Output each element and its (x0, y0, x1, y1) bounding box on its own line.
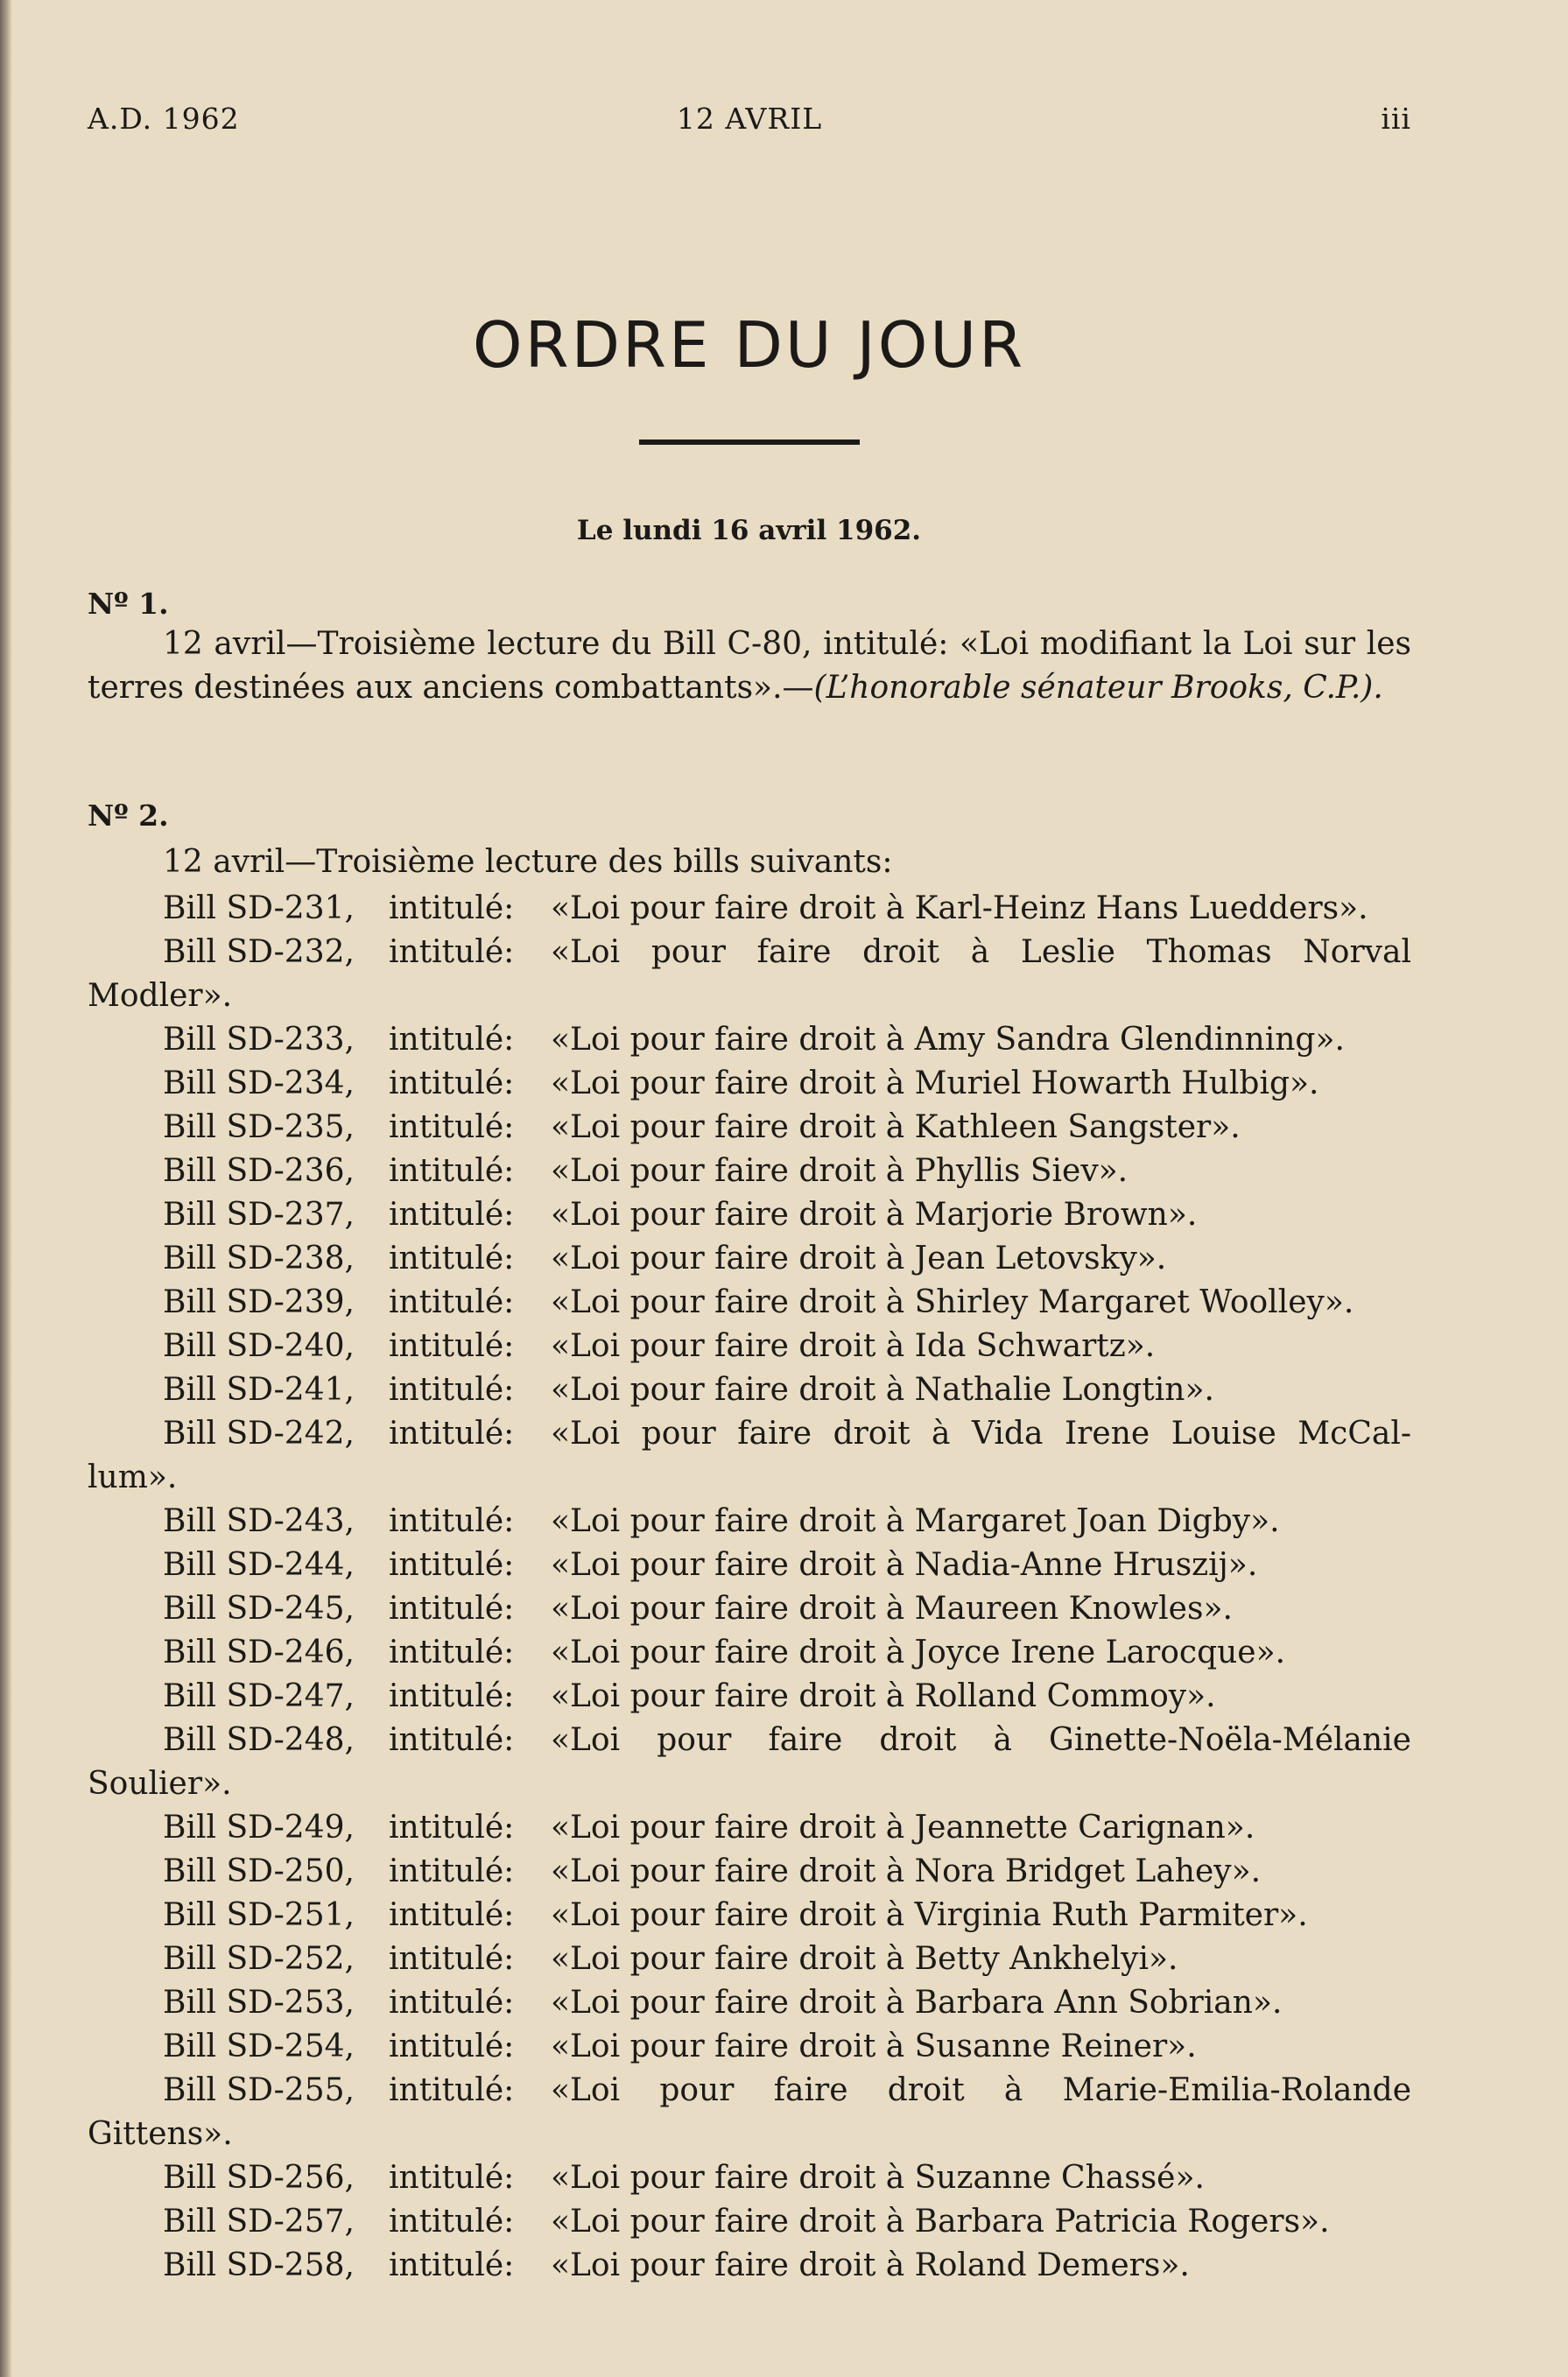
bill-intitule-label: intitulé: (389, 1109, 515, 1145)
bill-intitule-label: intitulé: (389, 1853, 515, 1889)
bill-title: «Loi pour faire droit à Barbara Patricia Rogers». (551, 2204, 1330, 2240)
bill-intitule-label: intitulé: (389, 1897, 515, 1933)
bill-title: «Loi pour faire droit à Virginia Ruth Parmiter». (551, 1897, 1308, 1933)
bill-title: «Loi pour faire droit à Roland Demers». (551, 2247, 1190, 2283)
bill-row (88, 2244, 1411, 2288)
bill-intitule-label: intitulé: (389, 2247, 515, 2283)
title-divider (639, 440, 860, 445)
bill-code: Bill SD-246, (163, 1635, 355, 1670)
bill-code: Bill SD-248, (163, 1722, 355, 1758)
bill-intitule-label: intitulé: (389, 2029, 515, 2064)
item-1-body: 12 avril—Troisième lecture du Bill C-80, intitulé: «Loi modifiant la Loi sur les terres destinées aux anciens combattants».— (88, 626, 1411, 706)
bill-row (88, 1675, 1411, 1719)
bill-row (88, 1281, 1411, 1325)
bill-intitule-label: intitulé: (389, 1503, 515, 1539)
bill-intitule-label: intitulé: (389, 1985, 515, 2021)
bill-title: «Loi pour faire droit à Betty Ankhelyi». (551, 1941, 1178, 1977)
bill-intitule-label: intitulé: (389, 2160, 515, 2196)
bill-code: Bill SD-234, (163, 1065, 355, 1101)
bill-title: «Loi pour faire droit à Nora Bridget Lahey». (551, 1853, 1262, 1889)
bill-code: Bill SD-255, (163, 2072, 355, 2108)
bill-title: «Loi pour faire droit à Ginette-Noëla-Mélanie (551, 1722, 1411, 1758)
bill-intitule-label: intitulé: (389, 1022, 515, 1058)
bill-intitule-label: intitulé: (389, 1372, 515, 1408)
page-title: ORDRE DU JOUR (472, 308, 1026, 382)
bill-row (88, 1368, 1411, 1412)
bill-intitule-label: intitulé: (389, 2072, 515, 2108)
running-head-date: 12 AVRIL (676, 102, 823, 136)
bill-intitule-label: intitulé: (389, 1328, 515, 1364)
bill-intitule-label: intitulé: (389, 890, 515, 926)
bill-title-continuation: Gittens». (88, 2116, 233, 2152)
bill-row (88, 931, 1411, 1018)
bill-intitule-label: intitulé: (389, 934, 515, 970)
bill-row (88, 2200, 1411, 2244)
bill-title: «Loi pour faire droit à Jean Letovsky». (551, 1241, 1167, 1276)
bill-row (88, 1237, 1411, 1281)
bill-intitule-label: intitulé: (389, 1197, 515, 1233)
bill-intitule-label: intitulé: (389, 1284, 515, 1320)
bill-row (88, 1587, 1411, 1631)
bill-row (88, 887, 1411, 931)
bill-title: «Loi pour faire droit à Rolland Commoy». (551, 1678, 1216, 1714)
bill-code: Bill SD-235, (163, 1109, 355, 1145)
bill-row (88, 1062, 1411, 1106)
bill-code: Bill SD-241, (163, 1372, 355, 1408)
bill-code: Bill SD-245, (163, 1591, 355, 1627)
bill-title: «Loi pour faire droit à Marie-Emilia-Rolande (551, 2072, 1411, 2108)
bill-code: Bill SD-239, (163, 1284, 355, 1320)
bill-title: «Loi pour faire droit à Maureen Knowles». (551, 1591, 1233, 1627)
bill-row (88, 2025, 1411, 2069)
bill-row (88, 2069, 1411, 2156)
bill-code: Bill SD-238, (163, 1241, 355, 1276)
bill-title: «Loi pour faire droit à Suzanne Chassé». (551, 2160, 1205, 2196)
bill-title: «Loi pour faire droit à Barbara Ann Sobrian». (551, 1985, 1283, 2021)
bill-title: «Loi pour faire droit à Susanne Reiner». (551, 2029, 1197, 2064)
bill-code: Bill SD-236, (163, 1153, 355, 1189)
bill-intitule-label: intitulé: (389, 1941, 515, 1977)
item-2-intro: 12 avril—Troisième lecture des bills suivants: (163, 844, 893, 880)
bill-title-continuation: lum». (88, 1459, 178, 1495)
bill-code: Bill SD-256, (163, 2160, 355, 2196)
bill-title: «Loi pour faire droit à Marjorie Brown». (551, 1197, 1198, 1233)
bill-row (88, 1937, 1411, 1981)
bill-code: Bill SD-247, (163, 1678, 355, 1714)
bill-title: «Loi pour faire droit à Kathleen Sangster». (551, 1109, 1241, 1145)
bill-code: Bill SD-242, (163, 1416, 355, 1452)
bill-row (88, 1981, 1411, 2025)
bill-title: «Loi pour faire droit à Nathalie Longtin». (551, 1372, 1214, 1408)
bill-intitule-label: intitulé: (389, 2204, 515, 2240)
bill-title: «Loi pour faire droit à Margaret Joan Digby». (551, 1503, 1280, 1539)
bill-row (88, 1106, 1411, 1150)
bill-title: «Loi pour faire droit à Nadia-Anne Hruszij». (551, 1547, 1258, 1583)
bill-code: Bill SD-258, (163, 2247, 355, 2283)
bill-code: Bill SD-257, (163, 2204, 355, 2240)
bill-row (88, 1500, 1411, 1544)
page-number: iii (1381, 102, 1411, 136)
bill-row (88, 1850, 1411, 1894)
bill-title: «Loi pour faire droit à Shirley Margaret Woolley». (551, 1284, 1354, 1320)
bill-code: Bill SD-232, (163, 934, 355, 970)
bill-row (88, 1544, 1411, 1587)
bill-code: Bill SD-243, (163, 1503, 355, 1539)
bill-intitule-label: intitulé: (389, 1635, 515, 1670)
bill-intitule-label: intitulé: (389, 1416, 515, 1452)
sitting-date: Le lundi 16 avril 1962. (576, 515, 922, 546)
bill-title-continuation: Soulier». (88, 1766, 232, 1802)
bill-code: Bill SD-251, (163, 1897, 355, 1933)
bill-code: Bill SD-237, (163, 1197, 355, 1233)
item-number-1: Nº 1. (88, 587, 169, 621)
bill-row (88, 1412, 1411, 1500)
bill-row (88, 1325, 1411, 1368)
bill-code: Bill SD-233, (163, 1022, 355, 1058)
bill-code: Bill SD-244, (163, 1547, 355, 1583)
bill-intitule-label: intitulé: (389, 1722, 515, 1758)
bill-intitule-label: intitulé: (389, 1591, 515, 1627)
bill-row (88, 1806, 1411, 1850)
bill-title: «Loi pour faire droit à Leslie Thomas Norval (551, 934, 1411, 970)
item-1-sponsor: (L’honorable sénateur Brooks, C.P.). (813, 670, 1383, 706)
bill-list (88, 887, 1411, 2288)
item-number-2: Nº 2. (88, 798, 169, 833)
bill-title-continuation: Modler». (88, 978, 233, 1014)
bill-code: Bill SD-253, (163, 1985, 355, 2021)
bill-title: «Loi pour faire droit à Ida Schwartz». (551, 1328, 1156, 1364)
bill-code: Bill SD-231, (163, 890, 355, 926)
bill-intitule-label: intitulé: (389, 1547, 515, 1583)
bill-row (88, 1018, 1411, 1062)
bill-row (88, 1894, 1411, 1937)
running-head-year: A.D. 1962 (88, 102, 240, 136)
bill-code: Bill SD-254, (163, 2029, 355, 2064)
running-head (88, 102, 1411, 145)
item-1-text (88, 622, 1411, 710)
bill-intitule-label: intitulé: (389, 1065, 515, 1101)
bill-code: Bill SD-240, (163, 1328, 355, 1364)
bill-intitule-label: intitulé: (389, 1241, 515, 1276)
bill-intitule-label: intitulé: (389, 1810, 515, 1846)
bill-title: «Loi pour faire droit à Phyllis Siev». (551, 1153, 1129, 1189)
bill-title: «Loi pour faire droit à Vida Irene Louise McCal- (551, 1416, 1411, 1452)
bill-code: Bill SD-249, (163, 1810, 355, 1846)
bill-row (88, 1193, 1411, 1237)
bill-title: «Loi pour faire droit à Muriel Howarth Hulbig». (551, 1065, 1319, 1101)
bill-row (88, 2156, 1411, 2200)
bill-title: «Loi pour faire droit à Joyce Irene Larocque». (551, 1635, 1286, 1670)
bill-title: «Loi pour faire droit à Amy Sandra Glendinning». (551, 1022, 1345, 1058)
bill-row (88, 1150, 1411, 1193)
bill-code: Bill SD-250, (163, 1853, 355, 1889)
bill-row (88, 1719, 1411, 1806)
bill-row (88, 1631, 1411, 1675)
bill-code: Bill SD-252, (163, 1941, 355, 1977)
bill-title: «Loi pour faire droit à Jeannette Carignan». (551, 1810, 1255, 1846)
bill-title: «Loi pour faire droit à Karl-Heinz Hans Luedders». (551, 890, 1368, 926)
bill-intitule-label: intitulé: (389, 1678, 515, 1714)
bill-intitule-label: intitulé: (389, 1153, 515, 1189)
